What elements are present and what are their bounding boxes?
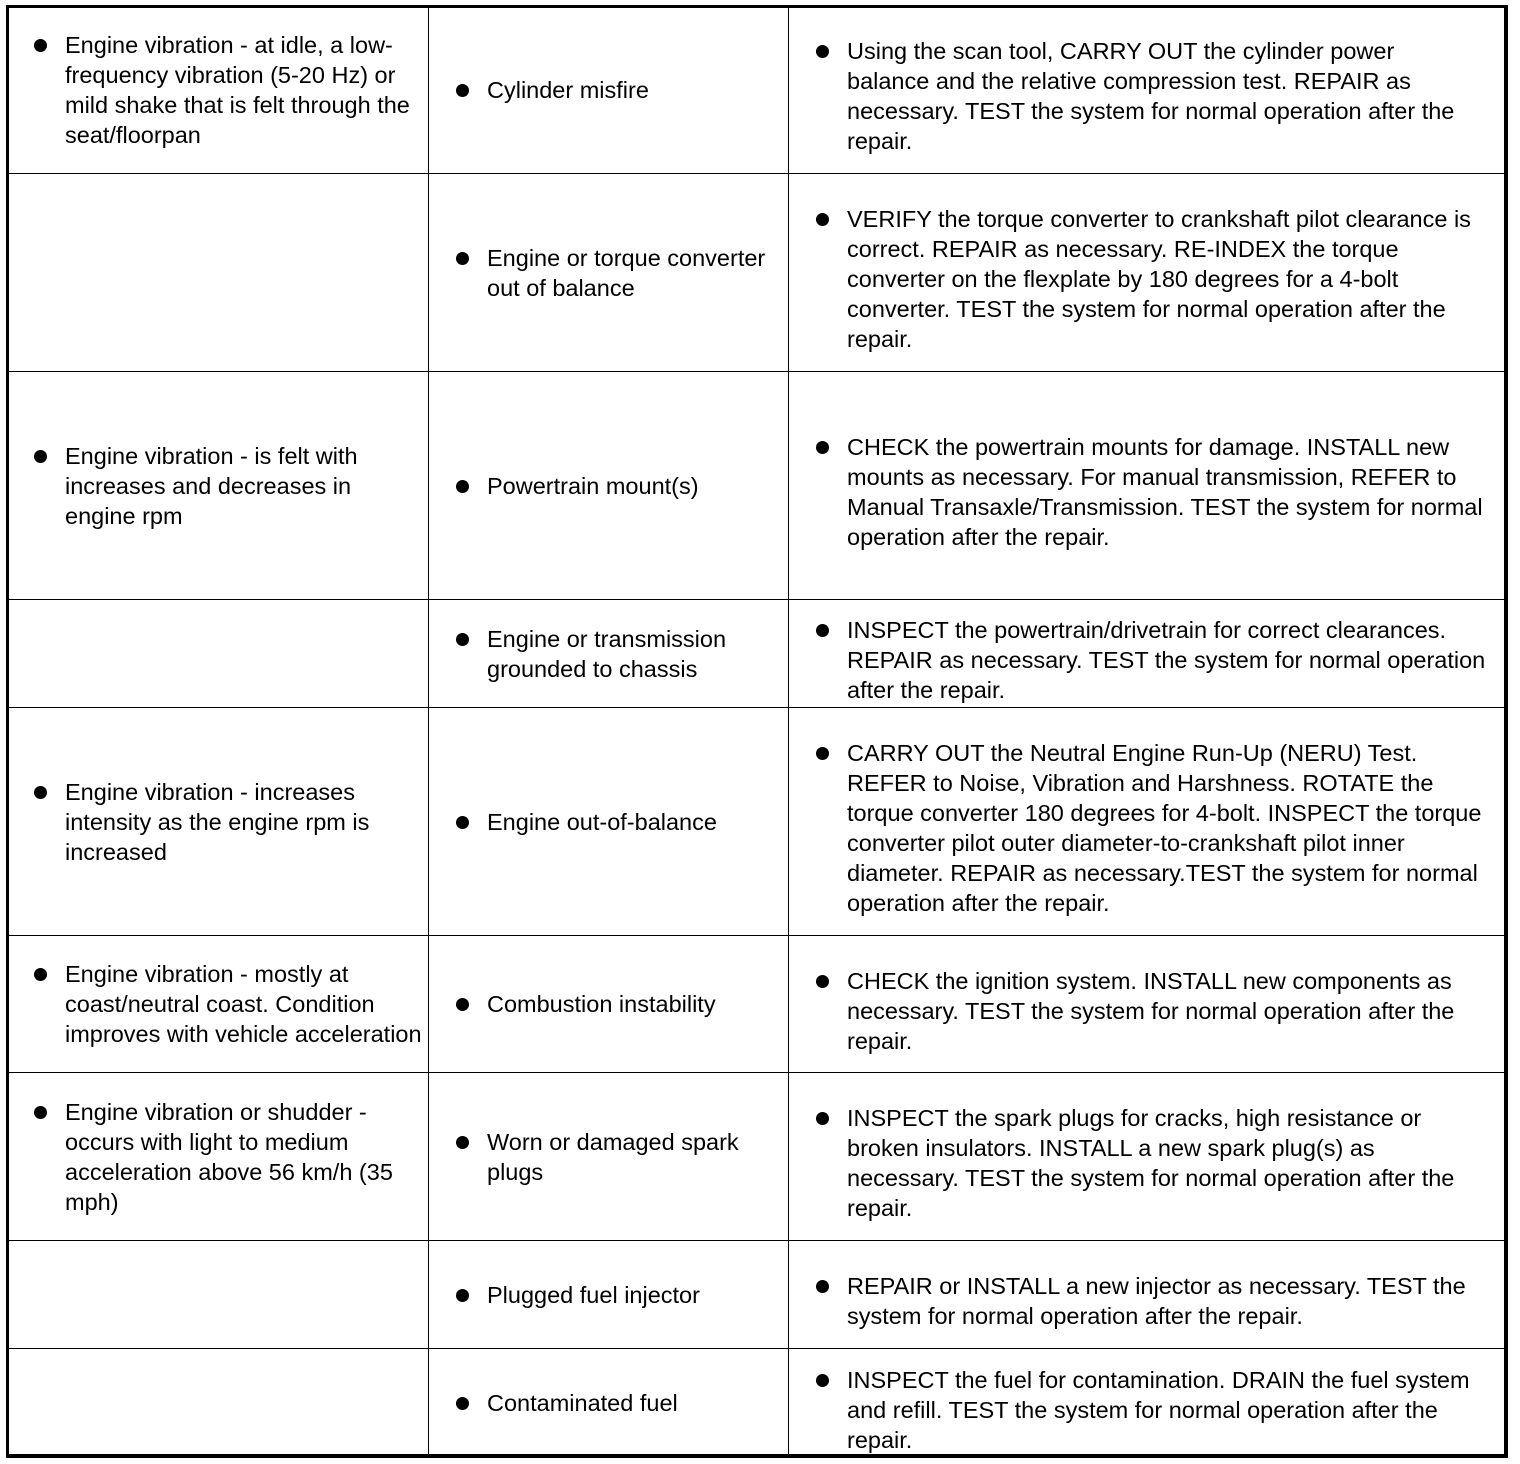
cause-text: Engine out-of-balance — [487, 808, 717, 835]
action-text: INSPECT the spark plugs for cracks, high resistance or broken insulators. INSTALL a new spark plug(s) as necessary. TEST the system for normal operation after the repair. — [847, 1105, 1455, 1221]
action-text: REPAIR or INSTALL a new injector as necessary. TEST the system for normal operation after the repair. — [847, 1273, 1466, 1329]
cause-text: Contaminated fuel — [487, 1390, 678, 1416]
action-text: INSPECT the fuel for contamination. DRAIN the fuel system and refill. TEST the system for normal operation after the repair. — [847, 1366, 1470, 1453]
condition-text: Engine vibration - is felt with increases and decreases in engine rpm — [65, 442, 358, 529]
action-text: CHECK the powertrain mounts for damage. INSTALL new mounts as necessary. For manual transmission, REFER to Manual Transaxle/Transmission. TEST the system for normal operation after the repair. — [847, 434, 1483, 550]
action-text: CARRY OUT the Neutral Engine Run-Up (NERU) Test. REFER to Noise, Vibration and Harshness. ROTATE the torque converter 180 degrees for 4-bolt. INSPECT the torque converter pilot outer diameter-to-crankshaft pilot inner diameter. REPAIR as necessary.TEST the system for normal operation after the repair. — [847, 740, 1482, 916]
action-text: Using the scan tool, CARRY OUT the cylinder power balance and the relative compression test. REPAIR as necessary. TEST the system for normal operation after the repair. — [847, 38, 1455, 154]
cause-text: Powertrain mount(s) — [487, 472, 699, 499]
condition-text: Engine vibration - increases intensity as the engine rpm is increased — [65, 778, 370, 865]
condition-text: Engine vibration - at idle, a low-frequency vibration (5-20 Hz) or mild shake that is felt through the seat/floorpan — [65, 31, 410, 148]
condition-text: Engine vibration - mostly at coast/neutral coast. Condition improves with vehicle acceleration — [65, 961, 422, 1047]
action-text: VERIFY the torque converter to crankshaft pilot clearance is correct. REPAIR as necessary. RE-INDEX the torque converter on the flexplate by 180 degrees for a 4-bolt converter. TEST the system for normal operation after the repair. — [847, 206, 1471, 352]
action-text: CHECK the ignition system. INSTALL new components as necessary. TEST the system for normal operation after the repair. — [847, 967, 1455, 1054]
cause-text: Engine or transmission grounded to chassis — [487, 625, 727, 682]
cause-text: Cylinder misfire — [487, 76, 649, 103]
cause-text: Engine or torque converter out of balance — [487, 244, 766, 301]
action-text: INSPECT the powertrain/drivetrain for correct clearances. REPAIR as necessary. TEST the system for normal operation after the repair. — [847, 617, 1486, 703]
condition-text: Engine vibration or shudder - occurs with light to medium acceleration above 56 km/h (35 mph) — [65, 1098, 393, 1215]
cause-text: Worn or damaged spark plugs — [487, 1128, 739, 1185]
cause-text: Plugged fuel injector — [487, 1281, 700, 1308]
table-outer-border — [6, 5, 1507, 1457]
cause-text: Combustion instability — [487, 991, 716, 1017]
